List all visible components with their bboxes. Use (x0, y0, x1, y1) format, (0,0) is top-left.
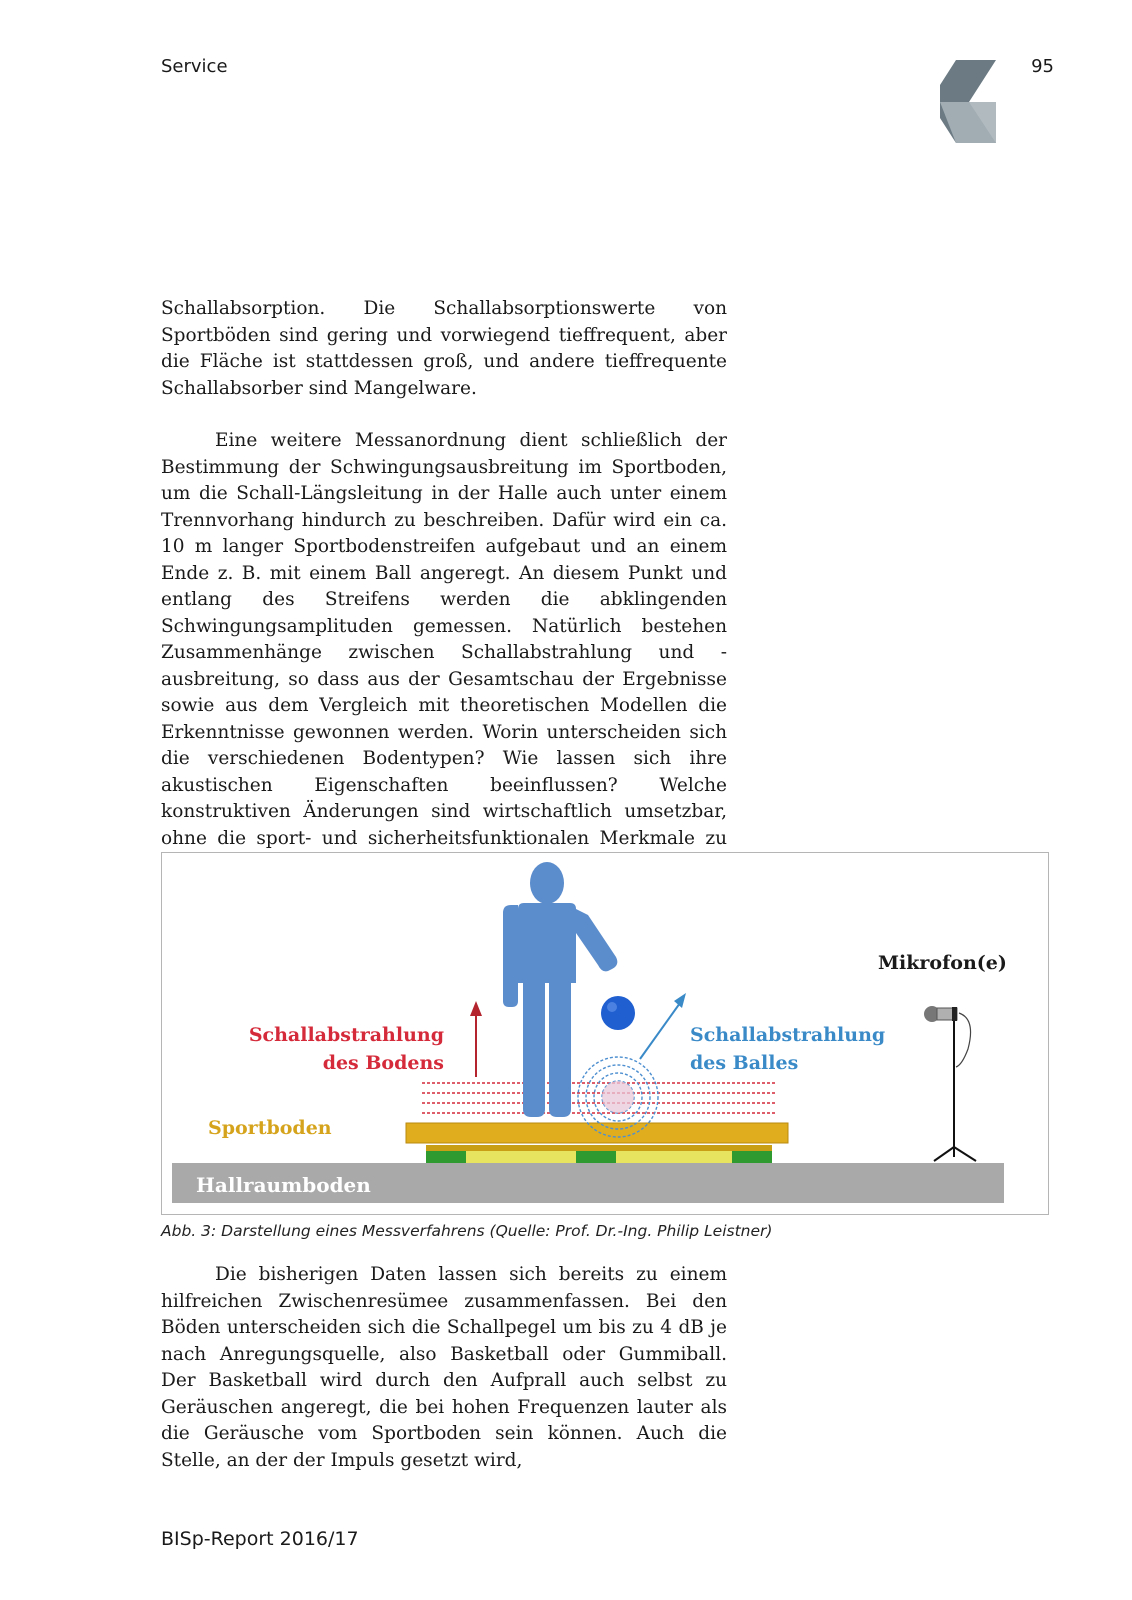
paragraph-3-text: Die bisherigen Daten lassen sich bereits zu einem hilfreichen Zwischenresümee zusammenfassen. Bei den Böden unterscheiden sich die Schallpegel um bis zu 4 dB je nach Anregungsquelle, also Basketball oder Gummiball. Der Basketball wird durch den Aufprall auch selbst zu Geräuschen angeregt, die bei hohen Frequenzen lauter als die Geräusche vom Sportboden sein können. Auch die Stelle, an der der Impuls gesetzt wird, (161, 1264, 727, 1471)
label-sport-floor: Sportboden (208, 1117, 332, 1139)
chevron-logo-icon (940, 60, 996, 143)
ball-highlight (607, 1002, 617, 1012)
floor-radiation-arrowhead (470, 1001, 482, 1016)
running-header-section: Service (161, 56, 228, 77)
figure-caption: Abb. 3: Darstellung eines Messverfahrens (Quelle: Prof. Dr.-Ing. Philip Leistner) (161, 1222, 773, 1240)
ball-radiation-arrow (640, 1003, 680, 1059)
person-figure (503, 862, 617, 1117)
paragraph-1-text: Schallabsorption. Die Schallabsorptionswerte von Sportböden sind gering und vorwiegend tieffrequent, aber die Fläche ist stattdessen groß, und andere tieffrequente Schallabsorber sind Mangelware. (161, 298, 727, 399)
label-ball-radiation-line-1: Schallabstrahlung (690, 1024, 886, 1046)
label-floor-radiation-line-2: des Bodens (322, 1052, 444, 1074)
impact-point (602, 1081, 634, 1113)
paragraph-2 (161, 428, 727, 879)
paragraph-2-text: Eine weitere Messanordnung dient schließlich der Bestimmung der Schwingungsausbreitung im Sportboden, um die Schall-Längsleitung in der Halle auch unter einem Trennvorhang hindurch zu beschreiben. Dafür wird ein ca. 10 m langer Sportbodenstreifen aufgebaut und an einem Ende z. B. mit einem Ball angeregt. An diesem Punkt und entlang des Streifens werden die abklingenden Schwingungsamplituden gemessen. Natürlich bestehen Zusammenhänge zwischen Schallabstrahlung und -ausbreitung, so dass aus der Gesamtschau der Ergebnisse sowie aus dem Vergleich mit theoretischen Modellen die Erkenntnisse gewonnen werden. Worin unterscheiden sich die verschiedenen Bodentypen? Wie lassen sich ihre akustischen Eigenschaften beeinflussen? Welche konstruktiven Änderungen sind wirtschaftlich umsetzbar, ohne die sport- und sicherheitsfunktionalen Merkmale zu (161, 430, 727, 849)
label-ball-radiation-line-2: des Balles (690, 1052, 799, 1074)
ball-radiation-arrowhead (674, 993, 686, 1008)
label-microphone: Mikrofon(e) (878, 952, 1007, 974)
floor-radiation-lines (422, 1083, 777, 1113)
measurement-diagram-svg (162, 853, 1048, 1214)
basketball-icon (601, 996, 635, 1030)
microphone-stand-icon (924, 1006, 976, 1161)
footer-report-title: BISp-Report 2016/17 (161, 1528, 359, 1550)
sport-floor-plate (406, 1123, 788, 1143)
label-floor-radiation-line-1: Schallabstrahlung (248, 1024, 444, 1046)
paragraph-1 (161, 296, 727, 402)
page-number: 95 (1031, 56, 1054, 77)
figure-measurement-diagram (161, 852, 1049, 1215)
label-hall-floor: Hallraumboden (196, 1173, 371, 1197)
support-top-strip (426, 1145, 772, 1151)
paragraph-3 (161, 1262, 727, 1474)
